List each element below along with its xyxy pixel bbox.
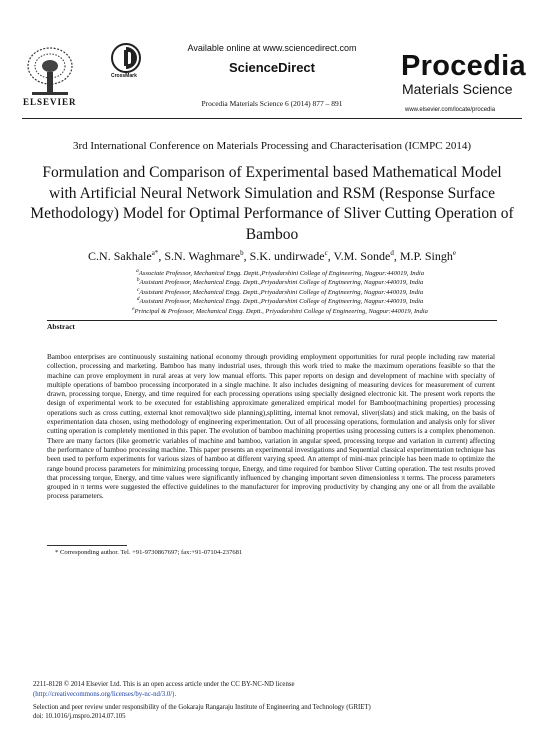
procedia-subtitle: Materials Science [402,81,513,97]
crossmark-label: CrossMark [111,73,137,79]
corresponding-author-footnote: * Corresponding author. Tel. +91-9730867697; fax:+91-07104-237681 [55,549,243,556]
affiliation: $^d$Assistant Professor, Mechanical Engg. Deptt.,Priyadarshini College of Engineering, Nagpur:440019, India [136,296,424,306]
conference-name: 3rd International Conference on Materials Processing and Characterisation (ICMPC 2014) [72,140,472,152]
author: M.P. Singh$^e$ [399,249,456,263]
elsevier-wordmark: ELSEVIER [23,97,77,107]
abstract-body: Bamboo enterprises are continuously sustaining national economy through providing employment opportunities for rural people including raw material collection, processing and marketing. Bamboo has many industrial uses, through this work tried to make the maximum operations feasible so that the machine can prove employment in rural areas at very low manual efforts. This paper reports on design and development of machine with specialty of multiple operations of bamboo processing incorporated in a single machine. It also includes designing of measuring devices for measurement of current drawn, processing torque, Energy, and time required for each processing operations using specially designed electronic kit. The present work reports the design of experimental work to be executed for establishing approximate generalized empirical model for Bamboo(machining properties) processing operations such as cross cutting, external knot removal(two side planning),splitting, internal knot removal, sliver(slats) and stick making, on the basis of experimentation data chosen, using methodology of engineering experimentation. Out of all processing operations, formulation and analysis only for sliver cutting operation is completely mentioned in this paper. The evolution of bamboo machining properties using processing cutters is a complex phenomenon. There are many factors (like geometric variables of machine and bamboo, variation in angular speed, processing torque and variation in current) affecting the performance of bamboo processing machine. This paper presents an experimental investigations and Sequential classical experimentation technique has been used to perform experiments for various sizes of bamboo at different varying speed. An attempt of mini-max principle has been made to optimize the range bound process parameters for minimizing processing torque, Energy, and time required for bamboo Sliver Cutting operation. The test results proved that processing torque, Energy, and time values were significantly influenced by changing important seven dimensionless π terms. The process parameters grouped in π terms were suggested the effective guidelines to the manufacturer for improving productivity by changing any one or all from the available process parameters. [47,353,495,501]
header-rule [22,118,522,119]
doi[interactable]: doi: 10.1016/j.mspro.2014.07.105 [33,713,126,720]
paper-title: Formulation and Comparison of Experimental based Mathematical Model with Artificial Neural Network Simulation and RSM (Response Surface Methodology) Model for Optimal Performance of Sliver Cutting Operation of Bamboo [30,164,514,243]
license-line: 2211-8128 © 2014 Elsevier Ltd. This is an open access article under the CC BY-NC-ND license [33,681,295,688]
author: V.M. Sonde$^d$ [333,249,394,263]
sciencedirect-logo: ScienceDirect [229,60,315,75]
author: S.K. undirwade$^c$ [249,249,328,263]
affiliation: $^b$Assistant Professor, Mechanical Engg. Deptt.,Priyadarshini College of Engineering, Nagpur:440019, India [136,277,424,287]
author: C.N. Sakhale$^{a*}$ [88,249,159,263]
author: S.N. Waghmare$^b$ [164,249,244,263]
peer-review-line: Selection and peer review under responsibility of the Gokaraju Rangaraju Institute of Engineering and Technology (GRIET) [33,704,371,711]
author-list: C.N. Sakhale$^{a*}$, S.N. Waghmare$^b$, S.K. undirwade$^c$, V.M. Sonde$^d$, M.P. Singh$^e$ [88,249,456,263]
abstract-heading: Abstract [47,322,75,331]
procedia-url[interactable]: www.elsevier.com/locate/procedia [405,107,496,113]
available-online-line: Available online at www.sciencedirect.com [187,43,357,53]
affiliation: $^c$Assistant Professor, Mechanical Engg. Deptt.,Priyadarshini College of Engineering, Nagpur:440019, India [136,287,424,297]
footnote-rule [47,545,127,546]
license-link[interactable]: (http://creativecommons.org/licenses/by-nc-nd/3.0/). [33,691,177,698]
procedia-logo: Procedia [401,50,526,82]
journal-reference: Procedia Materials Science 6 (2014) 877 – 891 [201,99,343,108]
affiliation: $^e$Principal & Professor, Mechanical Engg. Deptt., Priyadarshini College of Engineering, Nagpur:440019, India [132,306,428,316]
affiliation: $^a$Associate Professor, Mechanical Engg. Deptt.,Priyadarshini College of Engineering, Nagpur:440019, India [135,268,425,278]
abstract-top-rule [47,320,497,321]
